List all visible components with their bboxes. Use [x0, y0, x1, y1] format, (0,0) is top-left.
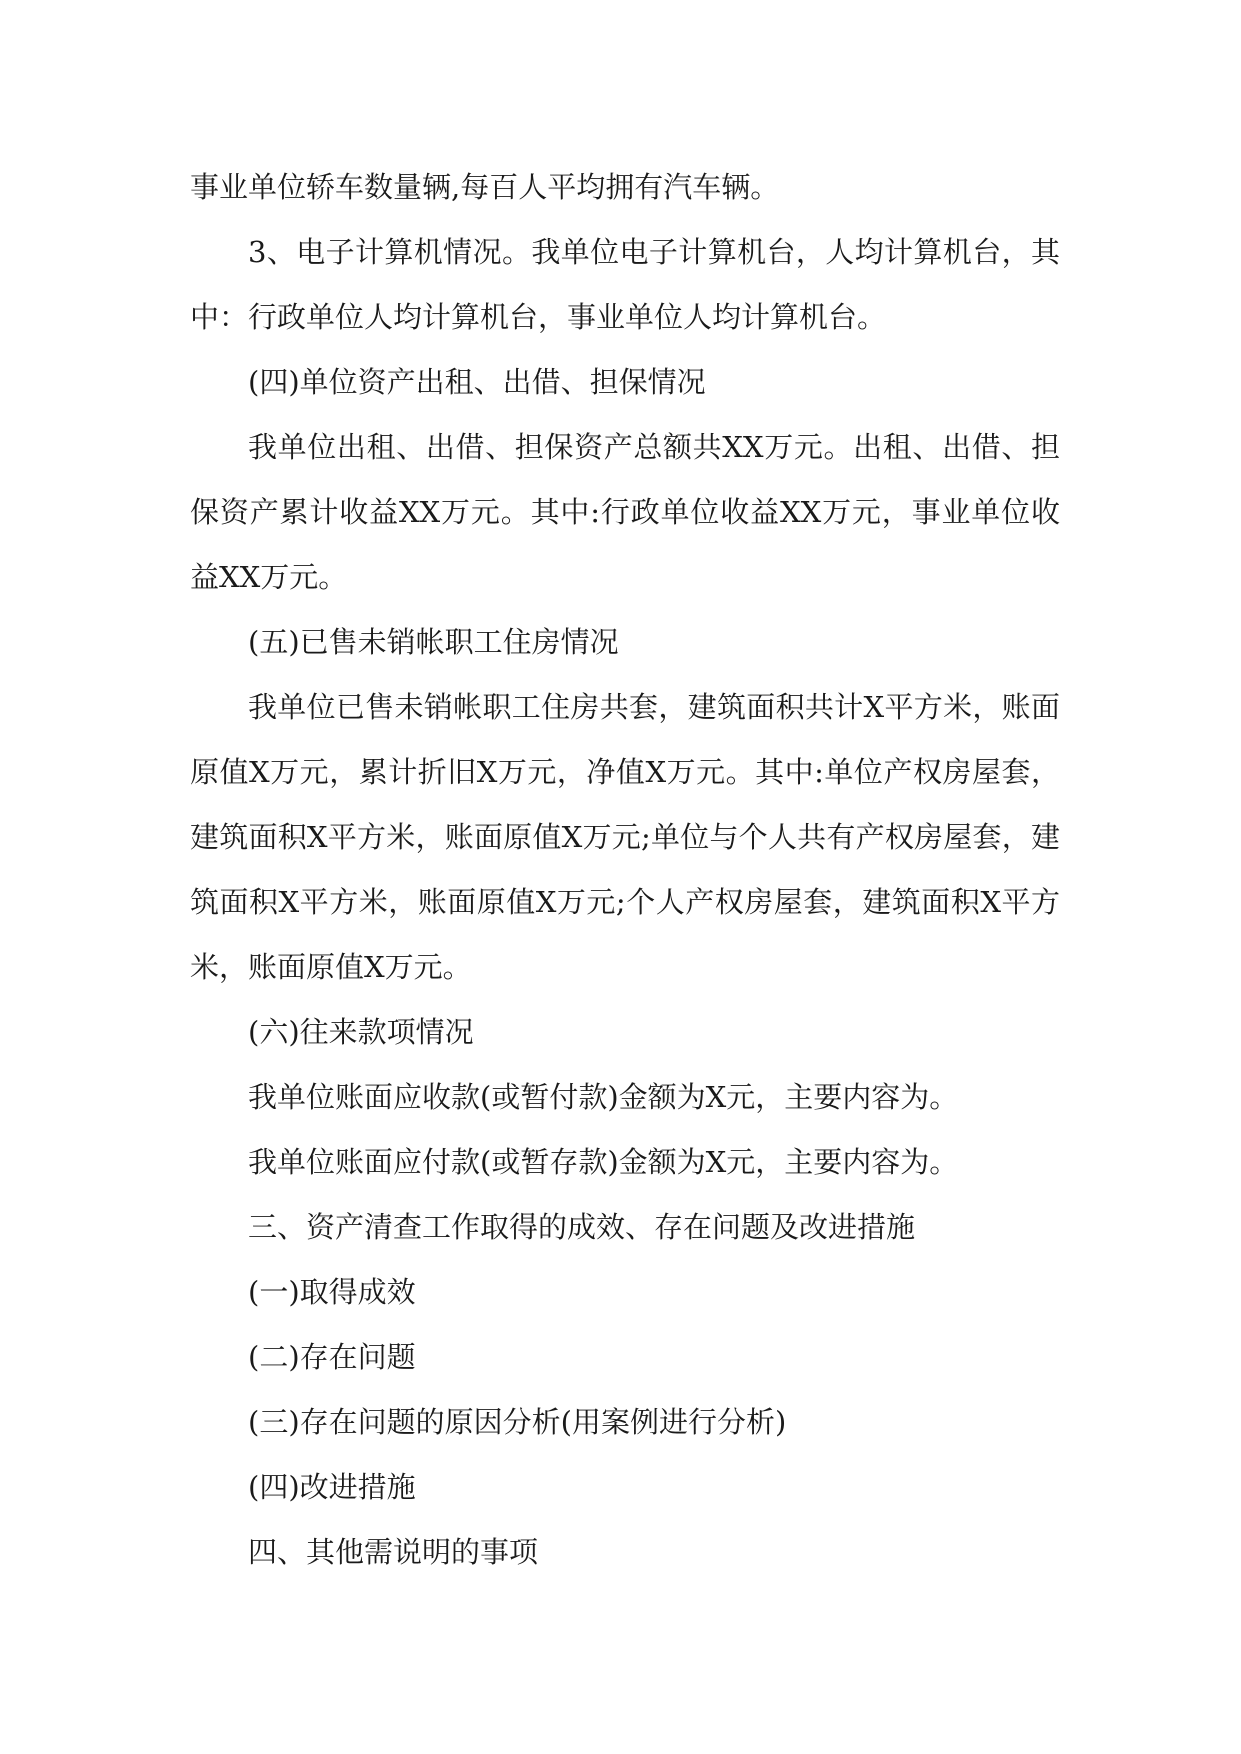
section-heading: (三)存在问题的原因分析(用案例进行分析) — [248, 1405, 787, 1439]
paragraph: 3、电子计算机情况。我单位电子计算机台，人均计算机台，其中：行政单位人均计算机台，事业单位人均计算机台。 — [190, 235, 1060, 334]
chapter-heading: 三、资产清查工作取得的成效、存在问题及改进措施 — [248, 1210, 916, 1244]
section-heading: (六)往来款项情况 — [248, 1015, 474, 1049]
paragraph: 我单位已售未销帐职工住房共套，建筑面积共计X平方米，账面原值X万元，累计折旧X万元，净值X万元。其中:单位产权房屋套，建筑面积X平方米，账面原值X万元;单位与个人共有产权房屋套，建筑面积X平方米，账面原值X万元;个人产权房屋套，建筑面积X平方米，账面原值X万元。 — [190, 690, 1060, 984]
section-heading: (二)存在问题 — [248, 1340, 416, 1374]
paragraph: 我单位账面应收款(或暂付款)金额为X元，主要内容为。 — [248, 1080, 959, 1114]
section-heading: (一)取得成效 — [248, 1275, 416, 1309]
chapter-heading: 四、其他需说明的事项 — [248, 1535, 539, 1569]
paragraph: 我单位账面应付款(或暂存款)金额为X元，主要内容为。 — [248, 1145, 959, 1179]
section-heading: (四)改进措施 — [248, 1470, 416, 1504]
section-heading: (五)已售未销帐职工住房情况 — [248, 625, 619, 659]
paragraph: 事业单位轿车数量辆,每百人平均拥有汽车辆。 — [190, 170, 780, 204]
paragraph: 我单位出租、出借、担保资产总额共XX万元。出租、出借、担保资产累计收益XX万元。其中:行政单位收益XX万元，事业单位收益XX万元。 — [190, 430, 1060, 594]
document-body — [190, 155, 1060, 1585]
section-heading: (四)单位资产出租、出借、担保情况 — [248, 365, 706, 399]
